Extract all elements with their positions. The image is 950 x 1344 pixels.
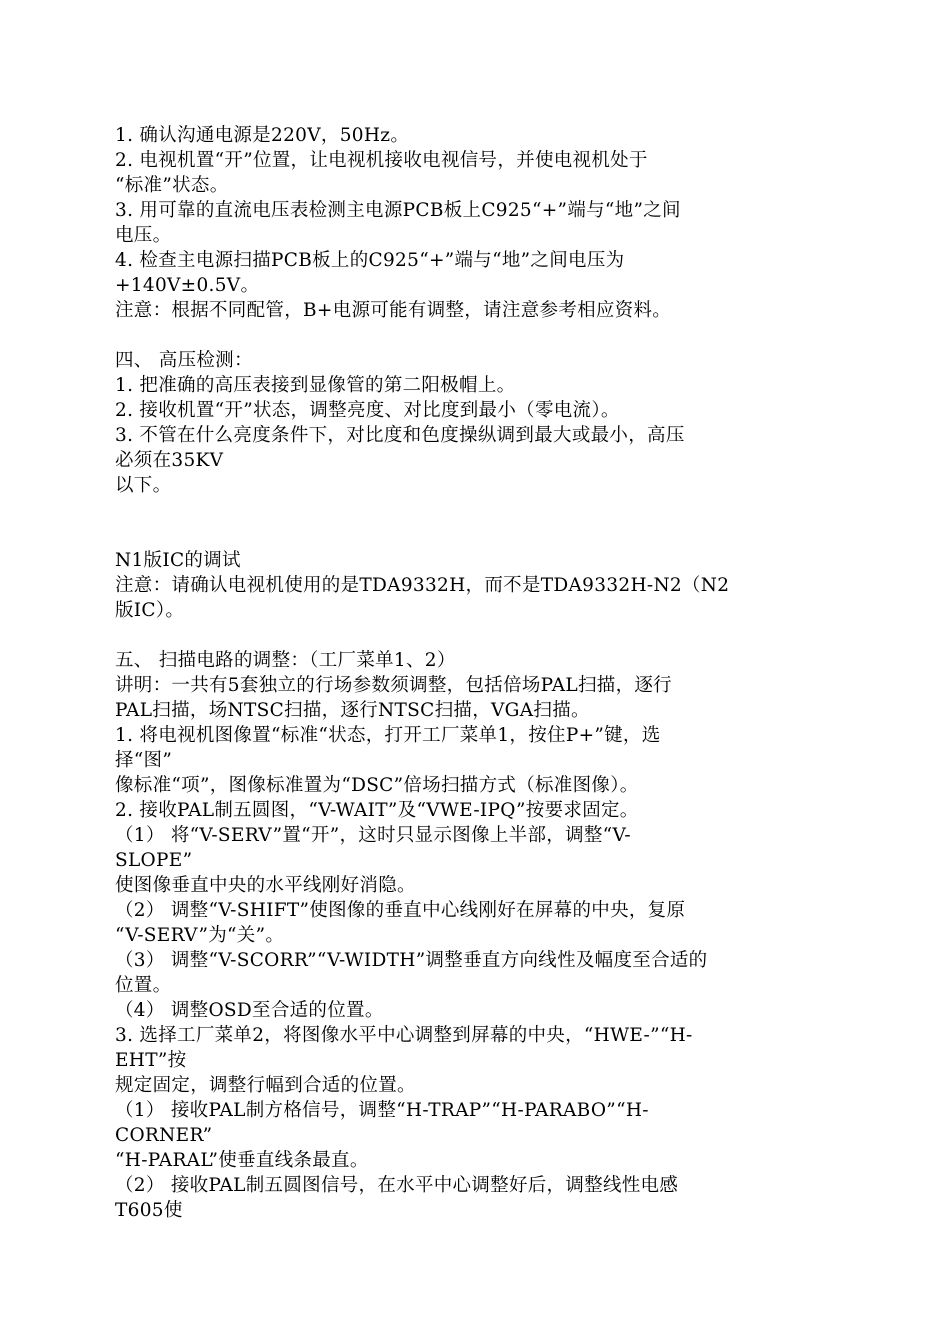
text-line-33: 3. 选择工厂菜单2，将图像水平中心调整到屏幕的中央，“HWE-”“H- bbox=[115, 1025, 693, 1046]
text-line-27: 使图像垂直中央的水平线刚好消隐。 bbox=[115, 875, 416, 896]
text-line-4: 3. 用可靠的直流电压表检测主电源PCB板上C925“+”端与“地”之间 bbox=[115, 200, 681, 221]
text-line-11: 2. 接收机置“开”状态，调整亮度、对比度到最小（零电流）。 bbox=[115, 400, 620, 421]
text-line-32: （4） 调整OSD至合适的位置。 bbox=[115, 1000, 384, 1021]
text-line-12: 3. 不管在什么亮度条件下，对比度和色度操纵调到最大或最小，高压 bbox=[115, 425, 685, 446]
text-line-10: 1. 把准确的高压表接到显像管的第二阳极帽上。 bbox=[115, 375, 516, 396]
text-line-36: （1） 接收PAL制方格信号，调整“H-TRAP”“H-PARABO”“H- bbox=[115, 1100, 649, 1121]
text-line-16: 注意：请确认电视机使用的是TDA9332H，而不是TDA9332H-N2（N2 bbox=[115, 575, 730, 596]
text-line-19: 讲明：一共有5套独立的行场参数须调整，包括倍场PAL扫描，逐行 bbox=[115, 675, 672, 696]
text-line-5: 电压。 bbox=[115, 225, 172, 246]
section-heading-4: 四、 高压检测： bbox=[115, 350, 253, 371]
text-line-29: “V-SERV”为“关”。 bbox=[115, 925, 285, 946]
text-line-25: （1） 将“V-SERV”置“开”，这时只显示图像上半部，调整“V- bbox=[115, 825, 631, 846]
text-line-1: 1. 确认沟通电源是220V，50Hz。 bbox=[115, 125, 410, 146]
text-line-8: 注意：根据不同配管，B+电源可能有调整，请注意参考相应资料。 bbox=[115, 300, 672, 321]
text-line-39: （2） 接收PAL制五圆图信号，在水平中心调整好后，调整线性电感 bbox=[115, 1175, 679, 1196]
text-line-7: +140V±0.5V。 bbox=[115, 275, 260, 296]
text-line-40: T605使 bbox=[115, 1200, 183, 1221]
text-line-2: 2. 电视机置“开”位置，让电视机接收电视信号，并使电视机处于 bbox=[115, 150, 648, 171]
section-heading-n1: N1版IC的调试 bbox=[115, 550, 241, 571]
text-line-23: 像标准“项”，图像标准置为“DSC”倍场扫描方式（标准图像）。 bbox=[115, 775, 639, 796]
text-line-20: PAL扫描，场NTSC扫描，逐行NTSC扫描，VGA扫描。 bbox=[115, 700, 590, 721]
text-line-34: EHT”按 bbox=[115, 1050, 187, 1071]
text-line-24: 2. 接收PAL制五圆图，“V-WAIT”及“VWE-IPQ”按要求固定。 bbox=[115, 800, 639, 821]
text-line-14: 以下。 bbox=[115, 475, 172, 496]
text-line-37: CORNER” bbox=[115, 1125, 213, 1146]
text-line-35: 规定固定，调整行幅到合适的位置。 bbox=[115, 1075, 416, 1096]
text-line-17: 版IC）。 bbox=[115, 600, 185, 621]
text-line-38: “H-PARAL”使垂直线条最直。 bbox=[115, 1150, 369, 1171]
text-line-28: （2） 调整“V-SHIFT”使图像的垂直中心线刚好在屏幕的中央，复原 bbox=[115, 900, 686, 921]
text-line-21: 1. 将电视机图像置“标准“状态，打开工厂菜单1，按住P+”键，选 bbox=[115, 725, 661, 746]
text-line-31: 位置。 bbox=[115, 975, 172, 996]
text-line-26: SLOPE” bbox=[115, 850, 193, 871]
text-line-6: 4. 检查主电源扫描PCB板上的C925“+”端与“地”之间电压为 bbox=[115, 250, 625, 271]
text-line-13: 必须在35KV bbox=[115, 450, 224, 471]
text-line-3: “标准”状态。 bbox=[115, 175, 229, 196]
text-line-30: （3） 调整“V-SCORR”“V-WIDTH”调整垂直方向线性及幅度至合适的 bbox=[115, 950, 708, 971]
section-heading-5: 五、 扫描电路的调整：（工厂菜单1、2） bbox=[115, 650, 456, 671]
text-line-22: 择“图” bbox=[115, 750, 173, 771]
